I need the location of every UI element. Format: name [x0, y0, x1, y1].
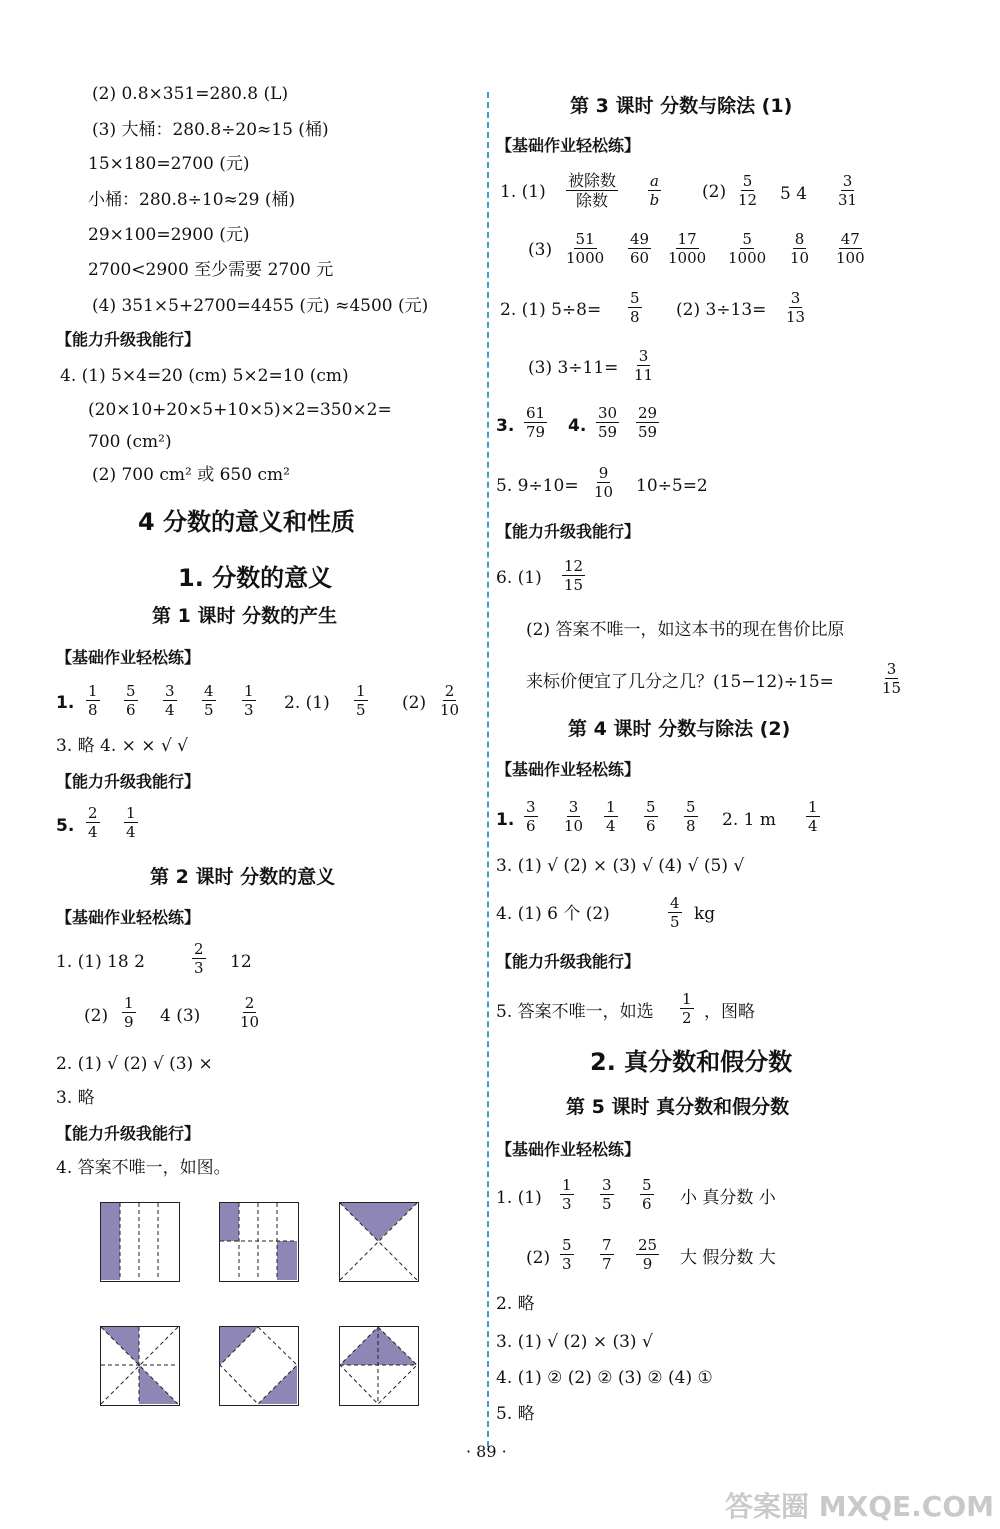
fraction: 1 2	[682, 990, 692, 1027]
answer-line: 1. (1)	[496, 1188, 542, 1208]
answer-line: 4. (1) 5×4=20 (cm) 5×2=10 (cm)	[60, 366, 349, 386]
section-title: 1. 分数的意义	[178, 564, 333, 592]
answer-line: 2. 1 m	[722, 810, 776, 830]
fraction: 3 6	[526, 798, 536, 835]
fraction: 5 3	[562, 1236, 572, 1273]
question-number: 1.	[496, 810, 515, 830]
fraction: 1 3	[562, 1176, 572, 1213]
fraction: 5 12	[738, 172, 758, 209]
answer-line: (2)	[702, 182, 727, 202]
section-label: 【能力升级我能行】	[56, 772, 201, 791]
answer-line: (2)	[402, 693, 427, 713]
fraction: 5 6	[126, 682, 136, 719]
answer-line: (2) 答案不唯一，如这本书的现在售价比原	[526, 620, 845, 640]
question-number: 3.	[496, 416, 515, 436]
fraction: 29 59	[638, 404, 658, 441]
answer-line: (3)	[528, 240, 553, 260]
answer-line: 大 假分数 大	[680, 1248, 776, 1268]
lesson-title: 第 5 课时 真分数和假分数	[566, 1096, 790, 1118]
watermark-logo: 答案圈 MXQE.COM	[725, 1490, 994, 1523]
section-label: 【能力升级我能行】	[496, 522, 641, 541]
fraction: 3 15	[882, 660, 902, 697]
answer-line: 来标价便宜了几分之几？(15−12)÷15=	[526, 672, 834, 692]
section-label: 【能力升级我能行】	[56, 330, 201, 349]
fraction: a b	[649, 172, 660, 209]
fraction: 49 60	[630, 230, 650, 267]
section-label: 【基础作业轻松练】	[56, 908, 201, 927]
fraction: 3 10	[564, 798, 584, 835]
answer-line: 1. (1) 18 2	[56, 952, 145, 972]
answer-line: 700 (cm²)	[88, 432, 172, 452]
fraction: 1 4	[126, 804, 136, 841]
fraction: 17 1000	[668, 230, 707, 267]
fraction: 1 5	[356, 682, 366, 719]
fraction: 5 1000	[728, 230, 767, 267]
answer-line: 5 4	[780, 184, 808, 204]
answer-line: 2700<2900 至少需要 2700 元	[88, 260, 334, 280]
section-title: 2. 真分数和假分数	[590, 1048, 793, 1076]
fraction: 3 4	[165, 682, 175, 719]
fraction-diagram	[339, 1202, 419, 1282]
section-label: 【基础作业轻松练】	[496, 760, 641, 779]
column-divider	[487, 92, 489, 1447]
fraction-diagram	[100, 1326, 180, 1406]
fraction: 被除数 除数	[568, 171, 617, 210]
answer-line: (2)	[526, 1248, 551, 1268]
question-number: 5.	[56, 816, 75, 836]
answer-line: (3) 3÷11=	[528, 358, 619, 378]
lesson-title: 第 3 课时 分数与除法 (1)	[570, 95, 793, 117]
answer-line: 4. (1) 6 个 (2)	[496, 904, 610, 924]
answer-line: 4. 答案不唯一，如图。	[56, 1158, 231, 1178]
answer-line: ，图略	[704, 1002, 755, 1022]
fraction: 3 31	[838, 172, 858, 209]
answer-line: 3. 略 4. × × √ √	[56, 736, 189, 756]
fraction: 9 10	[594, 464, 614, 501]
question-number: 1.	[56, 693, 75, 713]
answer-line: 3. (1) √ (2) × (3) √ (4) √ (5) √	[496, 856, 745, 876]
fraction: 3 13	[786, 289, 806, 326]
section-label: 【基础作业轻松练】	[56, 648, 201, 667]
answer-line: 4 (3)	[160, 1006, 201, 1026]
section-label: 【能力升级我能行】	[496, 952, 641, 971]
section-label: 【基础作业轻松练】	[496, 136, 641, 155]
answer-line: 10÷5=2	[636, 476, 708, 496]
answer-line: (2) 700 cm² 或 650 cm²	[92, 465, 290, 485]
answer-line: 2. (1)	[284, 693, 330, 713]
answer-line: (2) 3÷13=	[676, 300, 767, 320]
answer-line: 12	[230, 952, 252, 972]
fraction: 1 4	[606, 798, 616, 835]
answer-line: 15×180=2700 (元)	[88, 154, 250, 174]
answer-line: 2. 略	[496, 1294, 535, 1314]
fraction: 30 59	[598, 404, 618, 441]
answer-line: (2) 0.8×351=280.8 (L)	[92, 84, 289, 104]
answer-line: 5. 9÷10=	[496, 476, 579, 496]
answer-line: 29×100=2900 (元)	[88, 225, 250, 245]
fraction: 4 5	[670, 894, 680, 931]
fraction: 5 6	[642, 1176, 652, 1213]
answer-line: 6. (1)	[496, 568, 542, 588]
answer-line: (3) 大桶：280.8÷20≈15 (桶)	[92, 120, 329, 140]
fraction: 2 10	[240, 994, 260, 1031]
fraction: 5 8	[630, 289, 640, 326]
fraction: 1 8	[88, 682, 98, 719]
fraction: 25 9	[638, 1236, 658, 1273]
fraction: 2 3	[194, 940, 204, 977]
fraction: 8 10	[790, 230, 810, 267]
fraction: 5 8	[686, 798, 696, 835]
answer-line: (20×10+20×5+10×5)×2=350×2=	[88, 400, 392, 420]
fraction-diagram	[100, 1202, 180, 1282]
lesson-title: 第 1 课时 分数的产生	[152, 605, 338, 627]
lesson-title: 第 4 课时 分数与除法 (2)	[568, 718, 791, 740]
answer-line: 小 真分数 小	[680, 1188, 776, 1208]
fraction: 1 3	[244, 682, 254, 719]
answer-line: 5. 略	[496, 1404, 535, 1424]
answer-line: (2)	[84, 1006, 109, 1026]
fraction: 7 7	[602, 1236, 612, 1273]
section-label: 【能力升级我能行】	[56, 1124, 201, 1143]
answer-line: 2. (1) √ (2) √ (3) ×	[56, 1054, 213, 1074]
fraction-diagram	[219, 1326, 299, 1406]
fraction: 2 4	[88, 804, 98, 841]
chapter-title: 4 分数的意义和性质	[138, 508, 356, 536]
fraction: 1 4	[808, 798, 818, 835]
answer-line: 3. 略	[56, 1088, 95, 1108]
lesson-title: 第 2 课时 分数的意义	[150, 866, 336, 888]
answer-line: 小桶：280.8÷10≈29 (桶)	[88, 190, 296, 210]
fraction: 3 11	[634, 347, 654, 384]
fraction-diagram	[339, 1326, 419, 1406]
question-number: 4.	[568, 416, 587, 436]
fraction: 3 5	[602, 1176, 612, 1213]
answer-line: 2. (1) 5÷8=	[500, 300, 602, 320]
fraction: 12 15	[564, 557, 584, 594]
fraction-diagram	[219, 1202, 299, 1282]
fraction: 51 1000	[566, 230, 605, 267]
page-number: · 89 ·	[466, 1442, 507, 1461]
fraction: 4 5	[204, 682, 214, 719]
answer-line: 5. 答案不唯一，如选	[496, 1002, 654, 1022]
fraction: 47 100	[836, 230, 865, 267]
fraction: 2 10	[440, 682, 460, 719]
answer-line: 4. (1) ② (2) ② (3) ② (4) ①	[496, 1368, 713, 1388]
fraction: 5 6	[646, 798, 656, 835]
fraction: 1 9	[124, 994, 134, 1031]
answer-line: 1. (1)	[500, 182, 546, 202]
answer-line: kg	[694, 904, 716, 924]
answer-line: 3. (1) √ (2) × (3) √	[496, 1332, 653, 1352]
section-label: 【基础作业轻松练】	[496, 1140, 641, 1159]
answer-line: (4) 351×5+2700=4455 (元) ≈4500 (元)	[92, 296, 429, 316]
fraction: 61 79	[526, 404, 546, 441]
